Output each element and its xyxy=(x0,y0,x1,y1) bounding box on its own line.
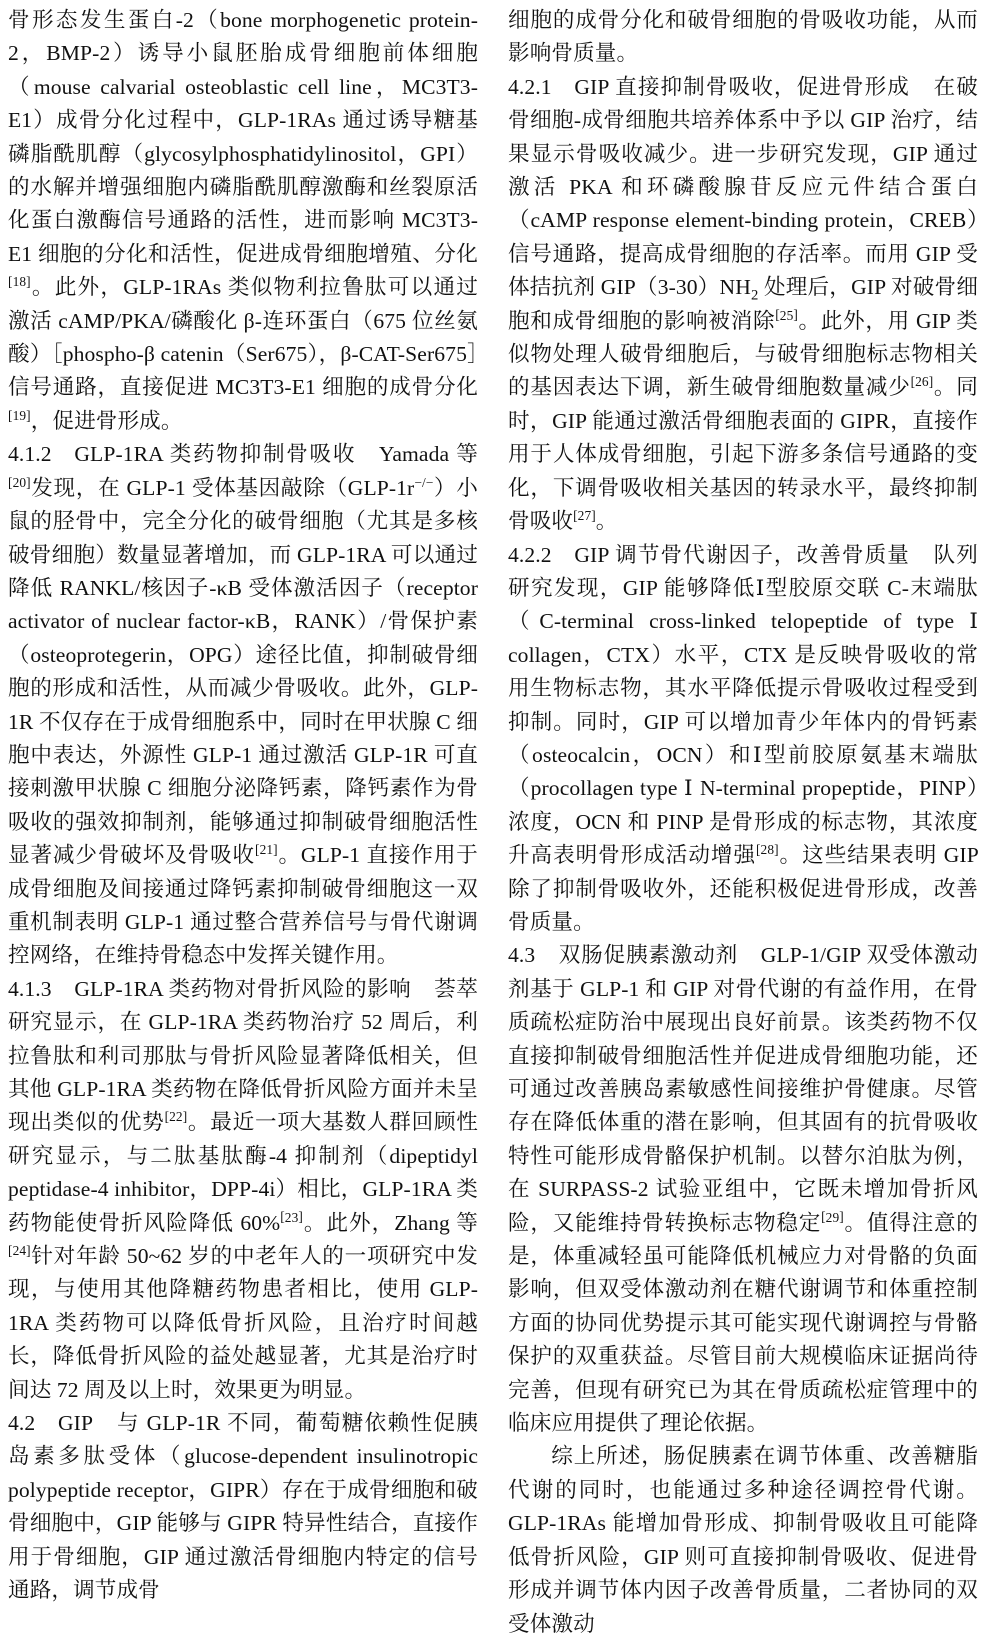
reference-marker-20: [ $^{20}$ ] xyxy=(8,475,31,490)
reference-marker-26: [ $^{26}$ ] xyxy=(911,374,934,389)
section-4-1-2: 4.1.2 GLP-1RA 类药物抑制骨吸收 Yamada 等[ $^{20}$ ] 发现，在 GLP-1 受体基因敲除（GLP-1r−/−）小鼠的胫骨中，完全分化的破骨细胞（尤其是多核破骨细胞）数量显著增加，而 GLP-1RA 可以通过降低 RANKL/核因子-κB 受体激活因子（receptor activator of nuclear factor-κB，RANK）/骨保护素（osteoprotegerin，OPG）途径比值，抑制破骨细胞的形成和活性，从而减少骨吸收。此外，GLP-1R 不仅存在于成骨细胞系中，同时在甲状腺 C 细胞中表达，外源性 GLP-1 通过激活 GLP-1R 可直接刺激甲状腺 C 细胞分泌降钙素，降钙素作为骨吸收的强效抑制剂，能够通过抑制破骨细胞活性显著减少骨破坏及骨吸收 [ $^{21}$ ] 。GLP-1 直接作用于成骨细胞及间接通过降钙素抑制破骨细胞这一双重机制表明 GLP-1 通过整合营养信号与骨代谢调控网络，在维持骨稳态中发挥关键作用。 xyxy=(8,438,478,973)
section-heading: GIP 直接抑制骨吸收，促进骨形成 xyxy=(574,74,910,99)
reference-marker-18: [ $^{18}$ ] xyxy=(8,274,31,289)
section-heading: GLP-1RA 类药物抑制骨吸收 xyxy=(74,442,357,467)
section-heading: GLP-1RA 类药物对骨折风险的影响 xyxy=(74,976,412,1001)
section-heading: GIP xyxy=(57,1411,94,1436)
section-heading: 双肠促胰素激动剂 xyxy=(557,943,739,968)
section-number: 4.2.1 xyxy=(508,74,552,99)
section-4-2: 4.2 GIP 与 GLP-1R 不同，葡萄糖依赖性促胰岛素多肽受体（glucose-dependent insulinotropic polypeptide receptor，GIPR）存在于成骨细胞和破骨细胞中，GIP 能够与 GIPR 特异性结合，直接作用于骨细胞，GIP 通过激活骨细胞内特定的信号通路，调节成骨 xyxy=(8,1411,478,1603)
reference-marker-25: [ $^{25}$ ] xyxy=(775,307,798,322)
reference-marker-28: [ $^{28}$ ] xyxy=(756,842,779,857)
paragraph-osteogenic-continuation: 细胞的成骨分化和破骨细胞的骨吸收功能，从而影响骨质量。 xyxy=(508,8,978,66)
section-heading: GIP 调节骨代谢因子，改善骨质量 xyxy=(574,542,910,567)
reference-marker-22: [ $^{22}$ ] xyxy=(165,1109,188,1124)
right-column xyxy=(508,4,979,1636)
section-number: 4.1.3 xyxy=(8,976,52,1001)
section-4-3: 4.3 双肠促胰素激动剂 GLP-1/GIP 双受体激动剂基于 GLP-1 和 GIP 对骨代谢的有益作用，在骨质疏松症防治中展现出良好前景。该类药物不仅直接抑制破骨细胞活性并促进成骨细胞功能，还可通过改善胰岛素敏感性间接维护骨健康。尽管存在降低体重的潜在影响，但其固有的抗骨吸收特性可能形成骨骼保护机制。以替尔泊肽为例，在 SURPASS-2 试验亚组中，它既未增加骨折风险，又能维持骨转换标志物稳定 [ $^{29}$ ] 。值得注意的是，体重减轻虽可能降低机械应力对骨骼的负面影响，但双受体激动剂在糖代谢调节和体重控制方面的协同优势提示其可能实现代谢调控与骨骼保护的双重获益。尽管目前大规模临床证据尚待完善，但现有研究已为其在骨质疏松症管理中的临床应用提供了理论依据。 xyxy=(508,939,978,1440)
section-4-1-3: 4.1.3 GLP-1RA 类药物对骨折风险的影响 荟萃研究显示，在 GLP-1RA 类药物治疗 52 周后，利拉鲁肽和利司那肽与骨折风险显著降低相关，但其他 GLP-1RA 类药物在降低骨折风险方面并未呈现出类似的优势 [ $^{22}$ ] 。最近一项大基数人群回顾性研究显示，与二肽基肽酶-4 抑制剂（dipeptidyl peptidase-4 inhibitor，DPP-4i）相比，GLP-1RA 类药物能使骨折风险降低 60% [ $^{23}$ ] 。此外，Zhang 等[ $^{24}$ ] 针对年龄 50~62 岁的中老年人的一项研究中发现，与使用其他降糖药物患者相比，使用 GLP-1RA 类药物可以降低骨折风险，且治疗时间越长，降低骨折风险的益处越显著，尤其是治疗时间达 72 周及以上时，效果更为明显。 xyxy=(8,973,478,1407)
section-number: 4.2 xyxy=(8,1411,36,1436)
section-number: 4.2.2 xyxy=(508,542,552,567)
reference-marker-27: [ $^{27}$ ] xyxy=(573,508,596,523)
paragraph-bmp2-continuation: 骨形态发生蛋白-2（bone morphogenetic protein-2，BMP-2）诱导小鼠胚胎成骨细胞前体细胞（mouse calvarial osteoblastic cell line，MC3T3-E1）成骨分化过程中，GLP-1RAs 通过诱导糖基磷脂酰肌醇（glycosylphosphatidylinositol，GPI）的水解并增强细胞内磷脂酰肌醇激酶和丝裂原活化蛋白激酶信号通路的活性，进而影响 MC3T3-E1 细胞的分化和活性，促进成骨细胞增殖、分化[ $^{18}$ ] 。此外，GLP-1RAs 类似物利拉鲁肽可以通过激活 cAMP/PKA/磷酸化 β-连环蛋白（675 位丝氨酸）［phospho-β catenin（Ser675），β-CAT-Ser675］信号通路，直接促进 MC3T3-E1 细胞的成骨分化[ $^{19}$ ] ，促进骨形成。 xyxy=(8,4,478,438)
reference-marker-19: [ $^{19}$ ] xyxy=(8,408,31,423)
left-column xyxy=(8,4,479,1603)
section-number: 4.3 xyxy=(508,943,536,968)
section-4-2-1: 4.2.1 GIP 直接抑制骨吸收，促进骨形成 在破骨细胞-成骨细胞共培养体系中予以 GIP 治疗，结果显示骨吸收减少。进一步研究发现，GIP 通过激活 PKA 和环磷酸腺苷反应元件结合蛋白（cAMP response element-binding protein，CREB）信号通路，提高成骨细胞的存活率。而用 GIP 受体拮抗剂 $GIP(3-30)NH_2$ 处理后，GIP 对破骨细胞和成骨细胞的影响被消除 [ $^{25}$ ] 。此外，用 GIP 类似物处理人破骨细胞后，与破骨细胞标志物相关的基因表达下调，新生破骨细胞数量减少 [ $^{26}$ ] 。同时，GIP 能通过激活骨细胞表面的 GIPR，直接作用于人体成骨细胞，引起下游多条信号通路的变化，下调骨吸收相关基因的转录水平，最终抑制骨吸收 [ $^{27}$ ] 。 xyxy=(508,71,978,539)
section-4-2-2: 4.2.2 GIP 调节骨代谢因子，改善骨质量 队列研究发现，GIP 能够降低Ⅰ型胶原交联 C-末端肽（C-terminal cross-linked telopeptide of type Ⅰ collagen，CTX）水平，CTX 是反映骨吸收的常用生物标志物，其水平降低提示骨吸收过程受到抑制。同时，GIP 可以增加青少年体内的骨钙素（osteocalcin，OCN）和Ⅰ型前胶原氨基末端肽（procollagen type Ⅰ N-terminal propeptide，PINP）浓度，OCN 和 PINP 是骨形成的标志物，其浓度升高表明骨形成活动增强 [ $^{28}$ ] 。这些结果表明 GIP 除了抑制骨吸收外，还能积极促进骨形成，改善骨质量。 xyxy=(508,539,978,940)
paragraph-summary: 综上所述，肠促胰素在调节体重、改善糖脂代谢的同时，也能通过多种途径调控骨代谢。GLP-1RAs 能增加骨形成、抑制骨吸收且可能降低骨折风险，GIP 则可直接抑制骨吸收、促进骨形成并调节体内因子改善骨质量，二者协同的双受体激动 xyxy=(508,1444,978,1636)
reference-marker-29: [ $^{29}$ ] xyxy=(821,1209,844,1224)
reference-marker-24: [ $^{24}$ ] xyxy=(8,1243,31,1258)
section-number: 4.1.2 xyxy=(8,442,52,467)
reference-marker-23: [ $^{23}$ ] xyxy=(280,1209,303,1224)
reference-marker-21: [ $^{21}$ ] xyxy=(255,842,278,857)
